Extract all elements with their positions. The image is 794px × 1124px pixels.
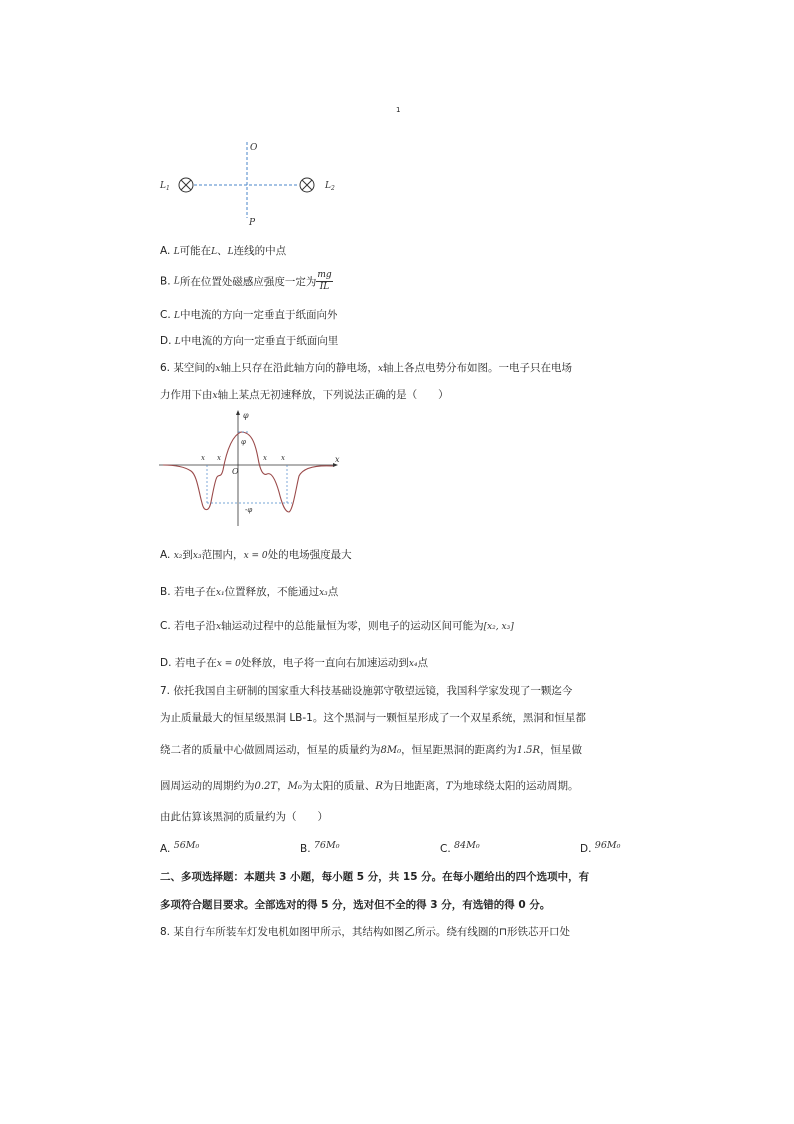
wire-diagram (150, 138, 360, 230)
fraction-mg-il: $\frac{mg}{IL}$ (317, 270, 332, 292)
label-l2: L (325, 181, 331, 191)
q6-option-a: A. x₂到x₃范围内，x = 0处的电场强度最大 (160, 549, 352, 561)
label-x1: x (201, 454, 205, 462)
q6-option-b: B. 若电子在x₁位置释放，不能通过x₃点 (160, 586, 339, 598)
q6-stem-line2: 力作用下由x轴上某点无初速释放，下列说法正确的是（ ） (160, 389, 449, 401)
label-l1: L (160, 181, 166, 191)
q8-line1: 8. 某自行车所装车灯发电机如图甲所示，其结构如图乙所示。绕有线圈的⊓形铁芯开口处 (160, 926, 571, 938)
q7-line5: 由此估算该黑洞的质量约为（ ） (160, 811, 328, 823)
q5-option-d: D. L中电流的方向一定垂直于纸面向里 (160, 335, 339, 347)
q7-line1: 7. 依托我国自主研制的国家重大科技基础设施郭守敬望远镜，我国科学家发现了一颗迄今 (160, 685, 573, 697)
q7-option-a: A. 56M₀ (160, 840, 200, 855)
q6-stem-line1: 6. 某空间的x轴上只存在沿此轴方向的静电场，x轴上各点电势分布如图。一电子只在电场 (160, 362, 573, 374)
q7-line2: 为止质量最大的恒星级黑洞 LB-1。这个黑洞与一颗恒星形成了一个双星系统，黑洞和恒星都 (160, 712, 586, 724)
section2-heading-line2: 多项符合题目要求。全部选对的得 5 分，选对但不全的得 3 分，有选错的得 0 分。 (160, 899, 551, 911)
label-x4: x (281, 454, 285, 462)
q5-option-c: C. L中电流的方向一定垂直于纸面向外 (160, 309, 338, 321)
label-origin: O (232, 467, 239, 476)
q6-option-c: C. 若电子沿x轴运动过程中的总能量恒为零，则电子的运动区间可能为[x₂, x₃] (160, 620, 514, 632)
label-p: P (249, 218, 256, 228)
label-l1-sub: 1 (166, 185, 170, 192)
section2-heading-line1: 二、多项选择题：本题共 3 小题，每小题 5 分，共 15 分。在每小题给出的四个选项中，有 (160, 871, 590, 883)
q7-option-d: D. 96M₀ (580, 840, 621, 855)
potential-curve (163, 432, 333, 512)
q5-option-b: B. L所在位置处磁感应强度一定为 $\frac{mg}{IL}$ (160, 270, 332, 292)
label-x2: x (217, 454, 221, 462)
q7-line4: 圆周运动的周期约为0.2T，M₀为太阳的质量、R为日地距离，T为地球绕太阳的运动周期。 (160, 780, 579, 792)
label-x-axis: x (335, 455, 340, 464)
potential-graph (155, 408, 345, 530)
label-o: O (250, 143, 258, 153)
q7-option-c: C. 84M₀ (440, 840, 480, 855)
label-phi0: φ (241, 438, 246, 446)
q5-option-a: A. L可能在L、L连线的中点 (160, 245, 287, 257)
label-neg-phi0: -φ (245, 506, 253, 514)
label-x3: x (263, 454, 267, 462)
page-number: 1 (396, 106, 401, 114)
wire-l2-symbol (300, 178, 314, 192)
label-phi: φ (243, 411, 249, 420)
label-l2-sub: 2 (331, 185, 335, 192)
q6-option-d: D. 若电子在x = 0处释放，电子将一直向右加速运动到x₄点 (160, 657, 429, 669)
q7-line3: 绕二者的质量中心做圆周运动，恒星的质量约为8M₀，恒星距黑洞的距离约为1.5R，恒星做 (160, 744, 583, 756)
wire-l1-symbol (179, 178, 193, 192)
q7-option-b: B. 76M₀ (300, 840, 340, 855)
